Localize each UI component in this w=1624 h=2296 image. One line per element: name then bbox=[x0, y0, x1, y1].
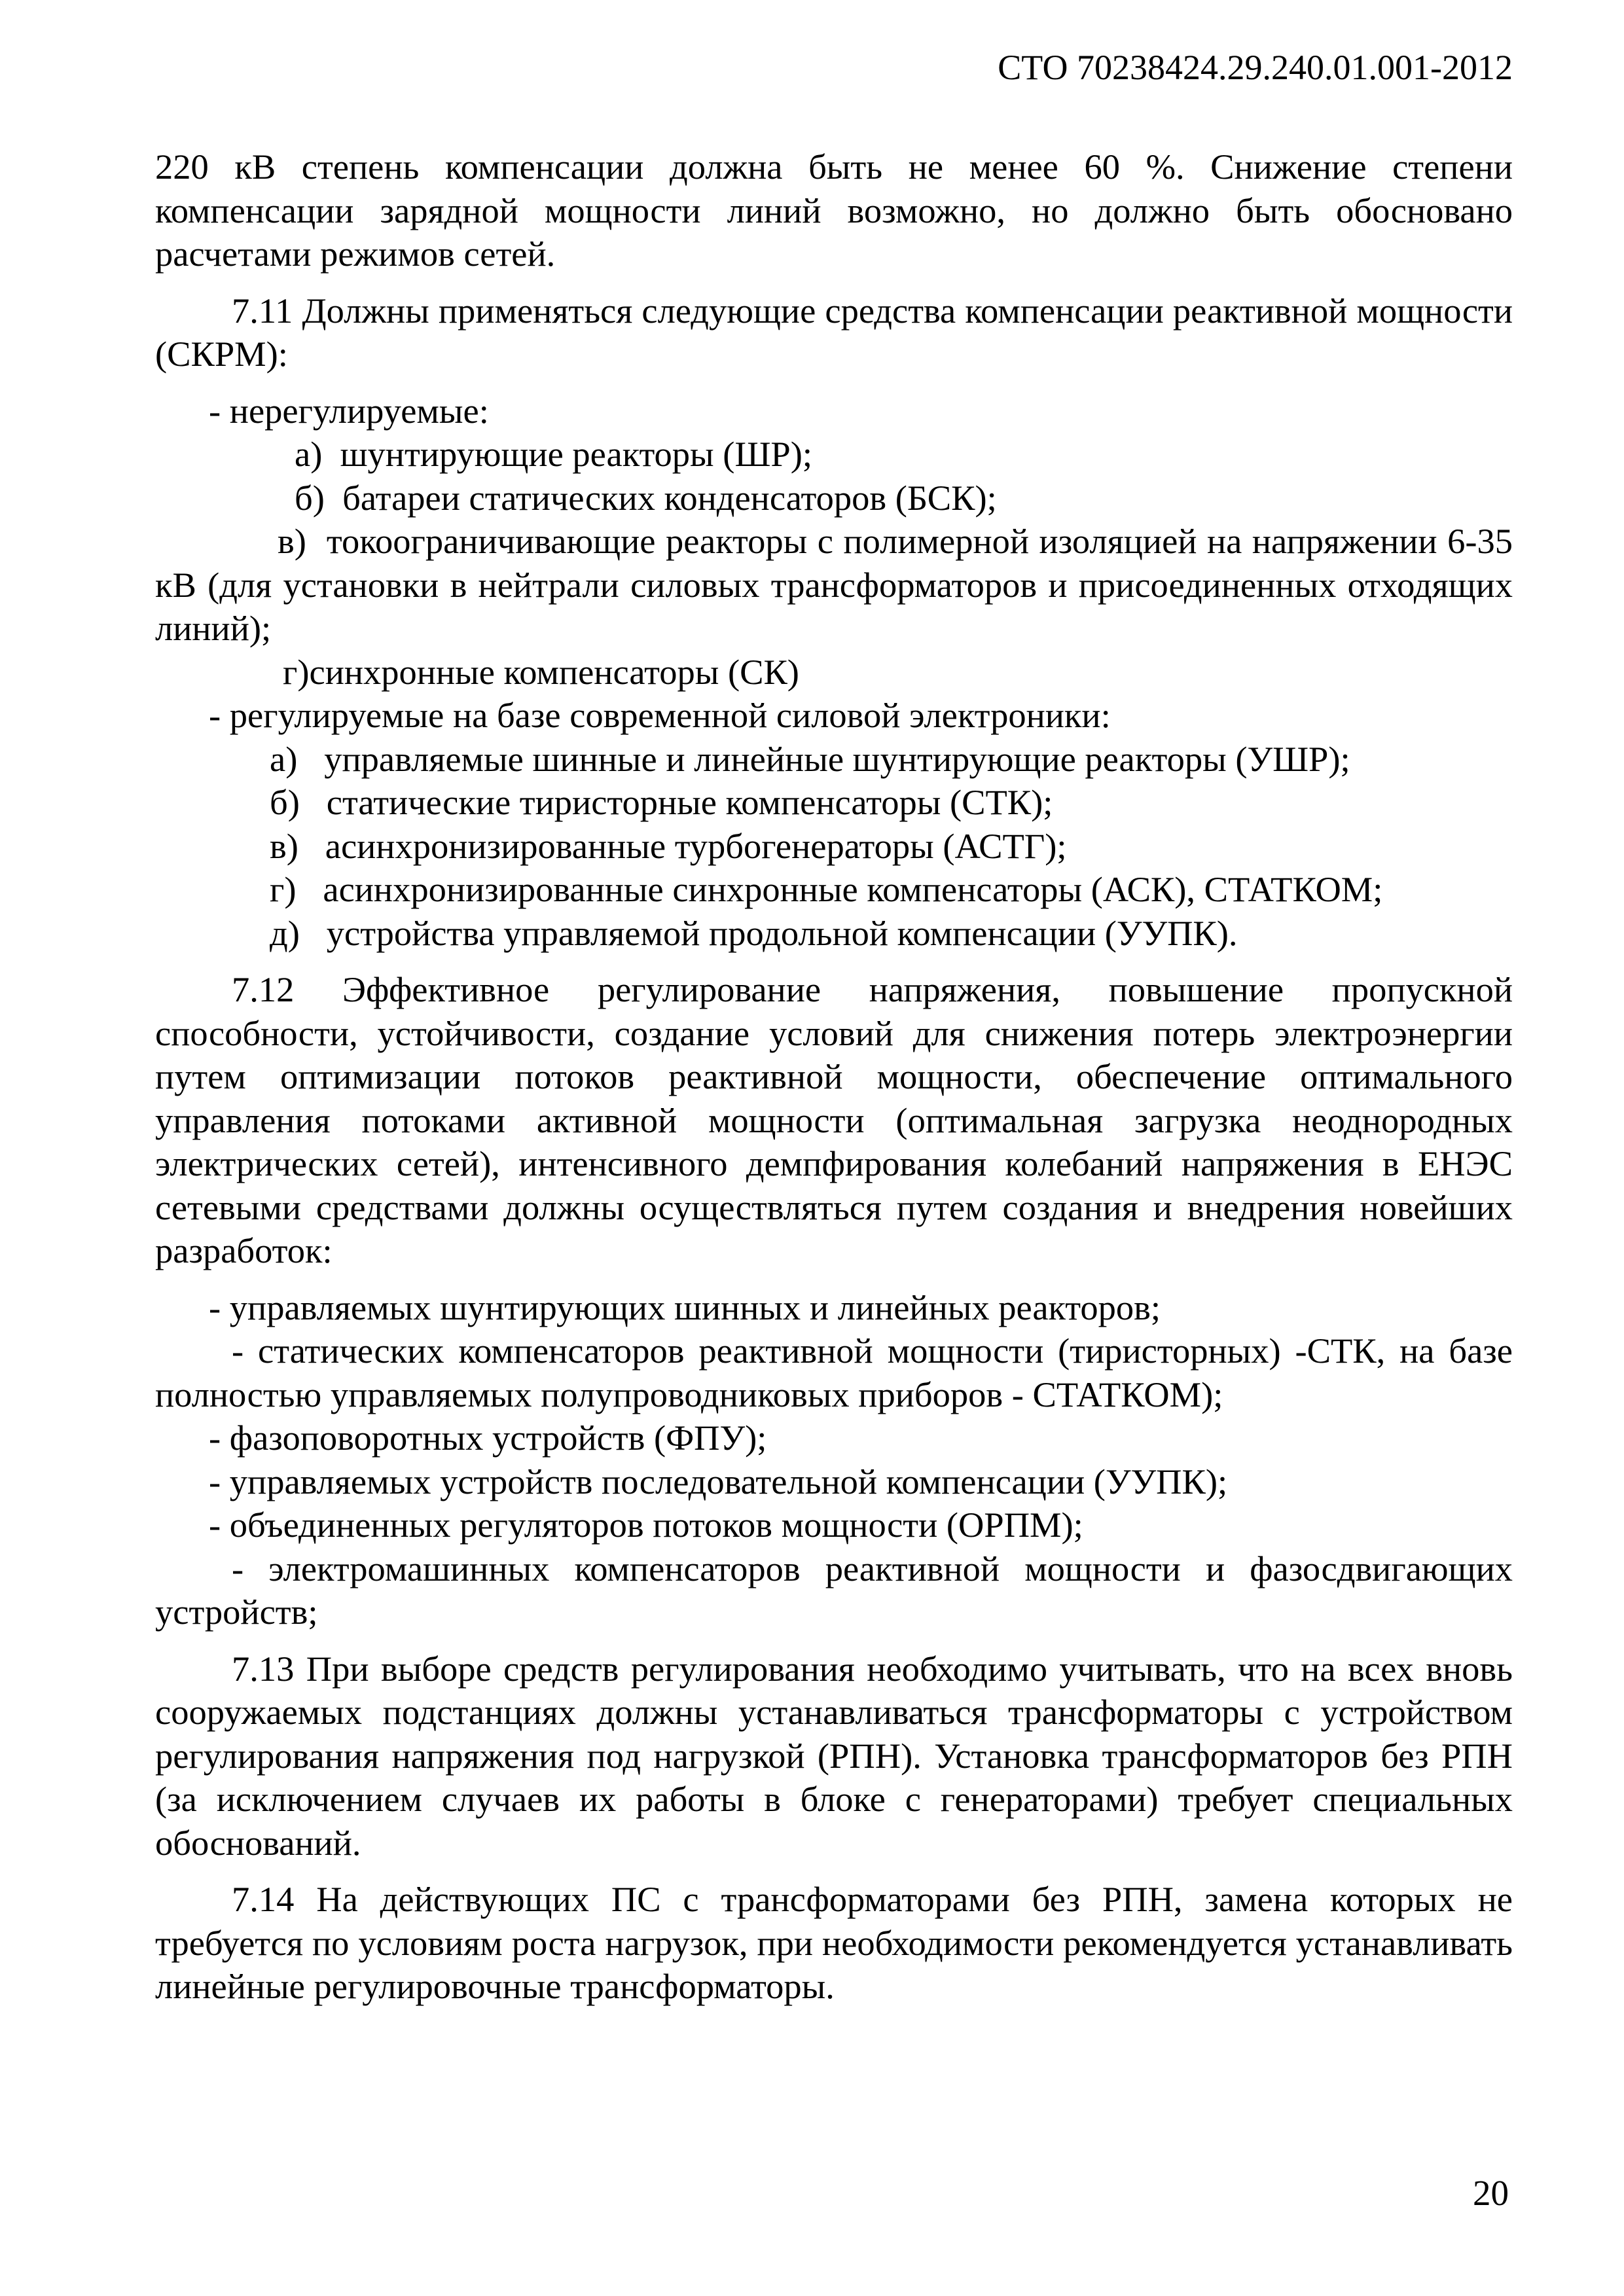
document-body bbox=[155, 145, 1513, 2009]
list-item-unregulated-b: б) батареи статических конденсаторов (БСК); bbox=[295, 477, 997, 518]
paragraph-continuation: 220 кВ степень компенсации должна быть не менее 60 %. Снижение степени компенсации зарядной мощности линий возможно, но должно быть обосновано расчетами режимов сетей. bbox=[155, 147, 1513, 274]
list-item-development-5: - объединенных регуляторов потоков мощности (ОРПМ); bbox=[209, 1505, 1083, 1545]
list-item-development-6: - электромашинных компенсаторов реактивной мощности и фазосдвигающих устройств; bbox=[155, 1548, 1513, 1632]
paragraph-7-14: 7.14 На действующих ПС с трансформаторами без РПН, замена которых не требуется по условиям роста нагрузок, при необходимости рекомендуется устанавливать линейные регулировочные трансформаторы. bbox=[155, 1879, 1513, 2006]
list-heading-regulated: - регулируемые на базе современной силовой электроники: bbox=[209, 695, 1111, 735]
list-item-regulated-g: г) асинхронизированные синхронные компенсаторы (АСК), СТАТКОМ; bbox=[270, 869, 1383, 909]
list-item-development-4: - управляемых устройств последовательной компенсации (УУПК); bbox=[209, 1461, 1228, 1501]
paragraph-7-12: 7.12 Эффективное регулирование напряжения, повышение пропускной способности, устойчивости, создание условий для снижения потерь электроэнергии путем оптимизации потоков реактивной мощности, обеспечение оптимального управления потоками активной мощности (оптимальная загрузка неоднородных электрических сетей), интенсивного демпфирования колебаний напряжения в ЕНЭС сетевыми средствами должны осуществляться путем создания и внедрения новейших разработок: bbox=[155, 969, 1513, 1270]
list-item-unregulated-a: а) шунтирующие реакторы (ШР); bbox=[295, 434, 813, 474]
document-code-header: СТО 70238424.29.240.01.001-2012 bbox=[998, 48, 1513, 87]
paragraph-7-13: 7.13 При выборе средств регулирования необходимо учитывать, что на всех вновь сооружаемых подстанциях должны устанавливаться трансформаторы с устройством регулирования напряжения под нагрузкой (РПН). Установка трансформаторов без РПН (за исключением случаев их работы в блоке с генераторами) требует специальных обоснований. bbox=[155, 1648, 1513, 1863]
list-item-regulated-v: в) асинхронизированные турбогенераторы (АСТГ); bbox=[270, 825, 1067, 866]
list-item-development-3: - фазоповоротных устройств (ФПУ); bbox=[209, 1418, 767, 1458]
list-item-unregulated-v: в) токоограничивающие реакторы с полимерной изоляцией на напряжении 6-35 кВ (для установки в нейтрали силовых трансформаторов и присоединенных отходящих линий); bbox=[155, 521, 1513, 648]
list-item-development-1: - управляемых шунтирующих шинных и линейных реакторов; bbox=[209, 1287, 1161, 1327]
page-number: 20 bbox=[1473, 2173, 1509, 2213]
list-item-unregulated-g: г)синхронные компенсаторы (СК) bbox=[283, 651, 799, 692]
list-item-regulated-d: д) устройства управляемой продольной компенсации (УУПК). bbox=[270, 912, 1238, 953]
list-item-regulated-b: б) статические тиристорные компенсаторы (СТК); bbox=[270, 782, 1053, 822]
list-item-development-2: - статических компенсаторов реактивной мощности (тиристорных) -СТК, на базе полностью управляемых полупроводниковых приборов - СТАТКОМ); bbox=[155, 1331, 1513, 1414]
paragraph-7-11: 7.11 Должны применяться следующие средства компенсации реактивной мощности (СКРМ): bbox=[155, 290, 1513, 374]
list-item-regulated-a: а) управляемые шинные и линейные шунтирующие реакторы (УШР); bbox=[270, 738, 1350, 779]
list-heading-unregulated: - нерегулируемые: bbox=[209, 390, 489, 431]
